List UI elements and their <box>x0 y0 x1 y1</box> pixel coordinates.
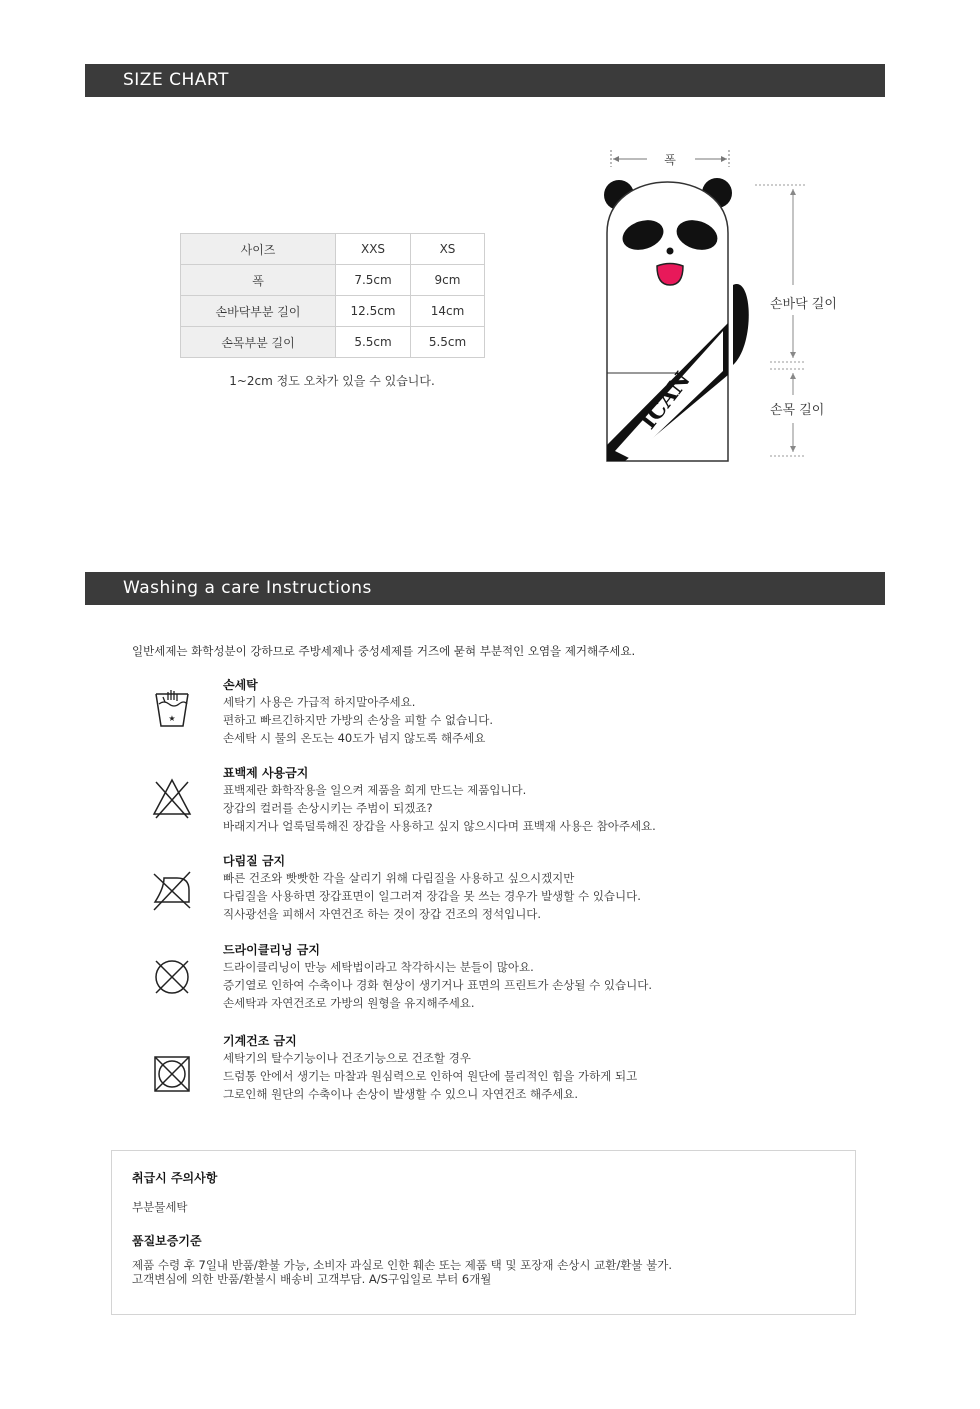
table-cell: 12.5cm <box>336 296 411 327</box>
panda-glove-diagram <box>595 145 855 495</box>
care-notice-text: 부분물세탁 <box>132 1200 188 1214</box>
care-line: 그로인해 원단의 수축이나 손상이 발생할 수 있으니 자연건조 해주세요. <box>223 1087 579 1101</box>
brand-text: ICAN <box>635 367 696 435</box>
palm-length-label: 손바닥 길이 <box>770 297 837 312</box>
care-item-hand-wash <box>150 676 850 746</box>
table-cell: 9cm <box>411 265 485 296</box>
care-line: 손세탁과 자연건조로 가방의 원형을 유지해주세요. <box>223 996 475 1010</box>
table-cell: 14cm <box>411 296 485 327</box>
no-iron-icon <box>150 868 194 912</box>
care-title: 다림질 금지 <box>223 854 286 868</box>
care-line: 다림질을 사용하면 장갑표면이 일그러져 장갑을 못 쓰는 경우가 발생할 수 있습니다. <box>223 889 641 903</box>
care-line: 편하고 빠르긴하지만 가방의 손상을 피할 수 없습니다. <box>223 713 493 727</box>
warranty-line: 제품 수령 후 7일내 반품/환불 가능, 소비자 과실로 인한 훼손 또는 제품 택 및 포장재 손상시 교환/환불 불가. <box>132 1258 672 1272</box>
care-line: 세탁기 사용은 가급적 하지말아주세요. <box>223 695 416 709</box>
care-line: 표백제란 화학작용을 일으켜 제품을 희게 만드는 제품입니다. <box>223 783 527 797</box>
washing-intro: 일반세제는 화학성분이 강하므로 주방세제나 중성세제를 거즈에 묻혀 부분적인 오염을 제거해주세요. <box>132 644 636 658</box>
no-bleach-icon <box>150 776 194 820</box>
care-line: 증기열로 인하여 수축이나 경화 현상이 생기거나 표면의 프린트가 손상될 수 있습니다. <box>223 978 653 992</box>
table-row <box>181 265 485 296</box>
size-table <box>180 233 485 358</box>
care-line: 직사광선을 피해서 자연건조 하는 것이 장갑 건조의 정석입니다. <box>223 907 542 921</box>
care-line: 손세탁 시 물의 온도는 40도가 넘지 않도록 해주세요 <box>223 731 486 745</box>
care-item-no-dry-clean <box>150 941 850 1011</box>
care-title: 표백제 사용금지 <box>223 766 309 780</box>
care-title: 손세탁 <box>223 678 258 692</box>
table-cell: 5.5cm <box>336 327 411 358</box>
care-line: 드라이클리닝이 만능 세탁법이라고 착각하시는 분들이 많아요. <box>223 960 534 974</box>
table-cell: 손목부분 길이 <box>181 327 336 358</box>
care-item-no-tumble-dry <box>150 1032 850 1102</box>
table-header-cell: XXS <box>336 234 411 265</box>
size-chart-header: SIZE CHART <box>85 64 885 97</box>
table-row <box>181 234 485 265</box>
care-line: 빠른 건조와 빳빳한 각을 살리기 위해 다림질을 사용하고 싶으시겠지만 <box>223 871 575 885</box>
washing-header: Washing a care Instructions <box>85 572 885 605</box>
table-cell: 7.5cm <box>336 265 411 296</box>
svg-text:★: ★ <box>168 714 176 723</box>
care-notice-title: 취급시 주의사항 <box>132 1171 218 1185</box>
table-header-cell: XS <box>411 234 485 265</box>
table-cell: 폭 <box>181 265 336 296</box>
table-row <box>181 327 485 358</box>
care-title: 기계건조 금지 <box>223 1034 297 1048</box>
care-item-no-iron <box>150 852 850 922</box>
wrist-length-label: 손목 길이 <box>770 403 825 418</box>
hand-wash-icon <box>150 686 194 730</box>
table-cell: 5.5cm <box>411 327 485 358</box>
care-line: 바래지거나 얼룩덜룩해진 장갑을 사용하고 싶지 않으시다며 표백재 사용은 참아주세요. <box>223 819 656 833</box>
notice-box <box>111 1150 856 1315</box>
width-label: 폭 <box>664 153 676 167</box>
size-tolerance-note: 1~2cm 정도 오차가 있을 수 있습니다. <box>229 374 435 388</box>
no-dry-clean-icon <box>150 955 194 999</box>
care-line: 세탁기의 탈수기능이나 건조기능으로 건조할 경우 <box>223 1051 471 1065</box>
care-line: 장갑의 컬러를 손상시키는 주범이 되겠죠? <box>223 801 433 815</box>
care-line: 드럼통 안에서 생기는 마찰과 원심력으로 인하여 원단에 물리적인 힘을 가하게 되고 <box>223 1069 638 1083</box>
no-tumble-dry-icon <box>150 1052 194 1096</box>
table-header-cell: 사이즈 <box>181 234 336 265</box>
care-title: 드라이클리닝 금지 <box>223 943 320 957</box>
table-cell: 손바닥부분 길이 <box>181 296 336 327</box>
warranty-line: 고객변심에 의한 반품/환불시 배송비 고객부담. A/S구입일로 부터 6개월 <box>132 1272 492 1286</box>
care-item-no-bleach <box>150 764 850 834</box>
warranty-title: 품질보증기준 <box>132 1234 202 1248</box>
table-row <box>181 296 485 327</box>
